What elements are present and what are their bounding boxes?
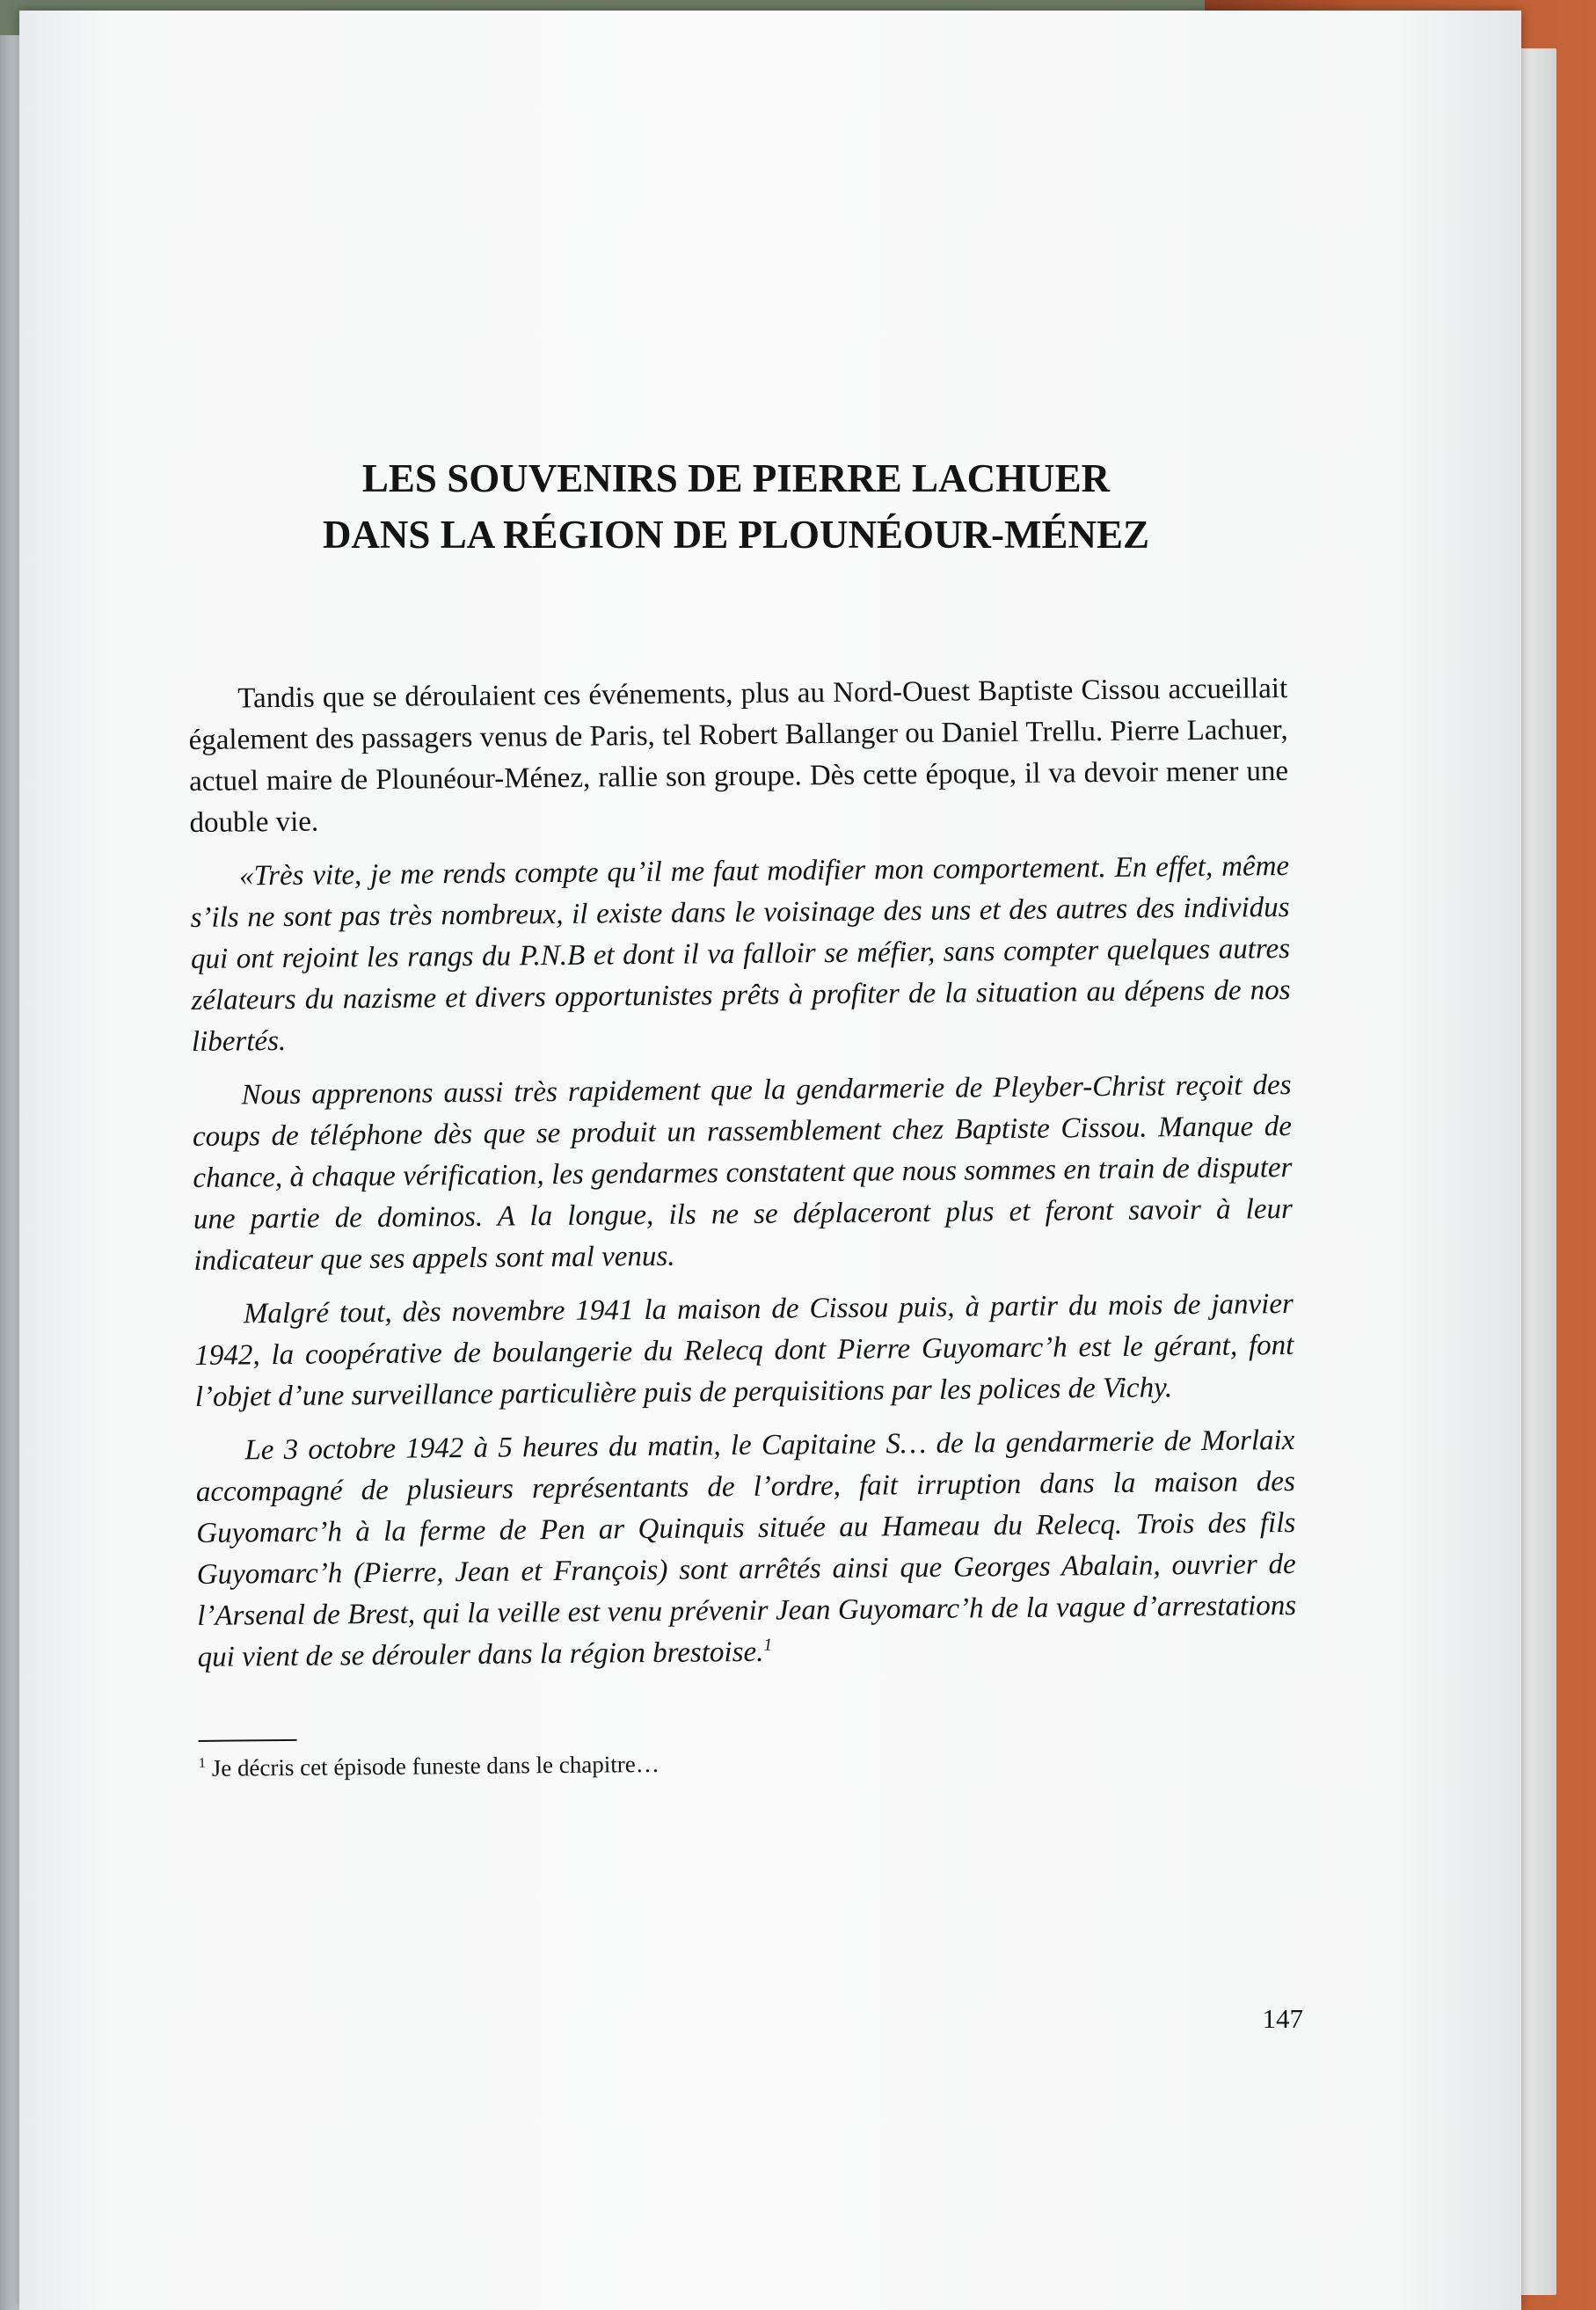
chapter-title-line-2: DANS LA RÉGION DE PLOUNÉOUR-MÉNEZ (322, 513, 1150, 557)
footnote-marker: 1 (198, 1754, 207, 1771)
paragraph-4: Malgré tout, dès novembre 1941 la maison de Cissou puis, à partir du mois de janvier 1942, la coopérative de boulangerie du Relecq dont Pierre Guyomarc’h est le gérant, font l’objet d’une surveillance particulière puis de perquisitions par les polices de Vichy. (194, 1287, 1294, 1413)
footnote-text: Je décris cet épisode funeste dans le chapitre… (205, 1750, 660, 1782)
page-body (188, 668, 1298, 1784)
paragraph-5-text: Le 3 octobre 1942 à 5 heures du matin, le Capitaine S… de la gendarmerie de Morlaix accompagné de plusieurs représentants de l’ordre, fait irruption dans la maison des Guyomarc’h à la ferme de Pen ar Quinquis située au Hameau du Relecq. Trois des fils Guyomarc’h (Pierre, Jean et François) sont arrêtés ainsi que Georges Abalain, ouvrier de l’Arsenal de Brest, qui la veille est venu prévenir Jean Guyomarc’h de la vague d’arrestations qui vient de se dérouler dans la région brestoise. (195, 1424, 1297, 1673)
paragraph-1: Tandis que se déroulaient ces événements, plus au Nord-Ouest Baptiste Cissou accueillait également des passagers venus de Paris, tel Robert Ballanger ou Daniel Trellu. Pierre Lachuer, actuel maire de Plounéour-Ménez, rallie son groupe. Dès cette époque, il va devoir mener une double vie. (188, 673, 1289, 839)
footnote (199, 1742, 1298, 1784)
chapter-title-line-1: LES SOUVENIRS DE PIERRE LACHUER (361, 456, 1111, 500)
chapter-title (19, 450, 1453, 563)
paragraph-3: Nous apprenons aussi très rapidement que la gendarmerie de Pleyber-Christ reçoit des coups de téléphone dès que se produit un rassemblement chez Baptiste Cissou. Manque de chance, à chaque vérification, les gendarmes constatent que nous sommes en train de disputer une partie de dominos. A la longue, ils ne se déplaceront plus et feront savoir à leur indicateur que ses appels sont mal venus. (192, 1068, 1294, 1277)
book-page (19, 11, 1521, 2310)
paragraph-5 (195, 1420, 1297, 1679)
paragraph-2: «Très vite, je me rends compte qu’il me faut modifier mon comportement. En effet, même s’ils ne sont pas très nombreux, il existe dans le voisinage des uns et des autres des individus qui ont rejoint les rangs du P.N.B et dont il va falloir se méfier, sans compter quelques autres zélateurs du nazisme et divers opportunistes prêts à profiter de la situation au dépens de nos libertés. (190, 849, 1291, 1058)
footnote-reference: 1 (763, 1635, 773, 1655)
footnote-divider (199, 1739, 297, 1742)
page-number: 147 (1262, 2003, 1303, 2034)
